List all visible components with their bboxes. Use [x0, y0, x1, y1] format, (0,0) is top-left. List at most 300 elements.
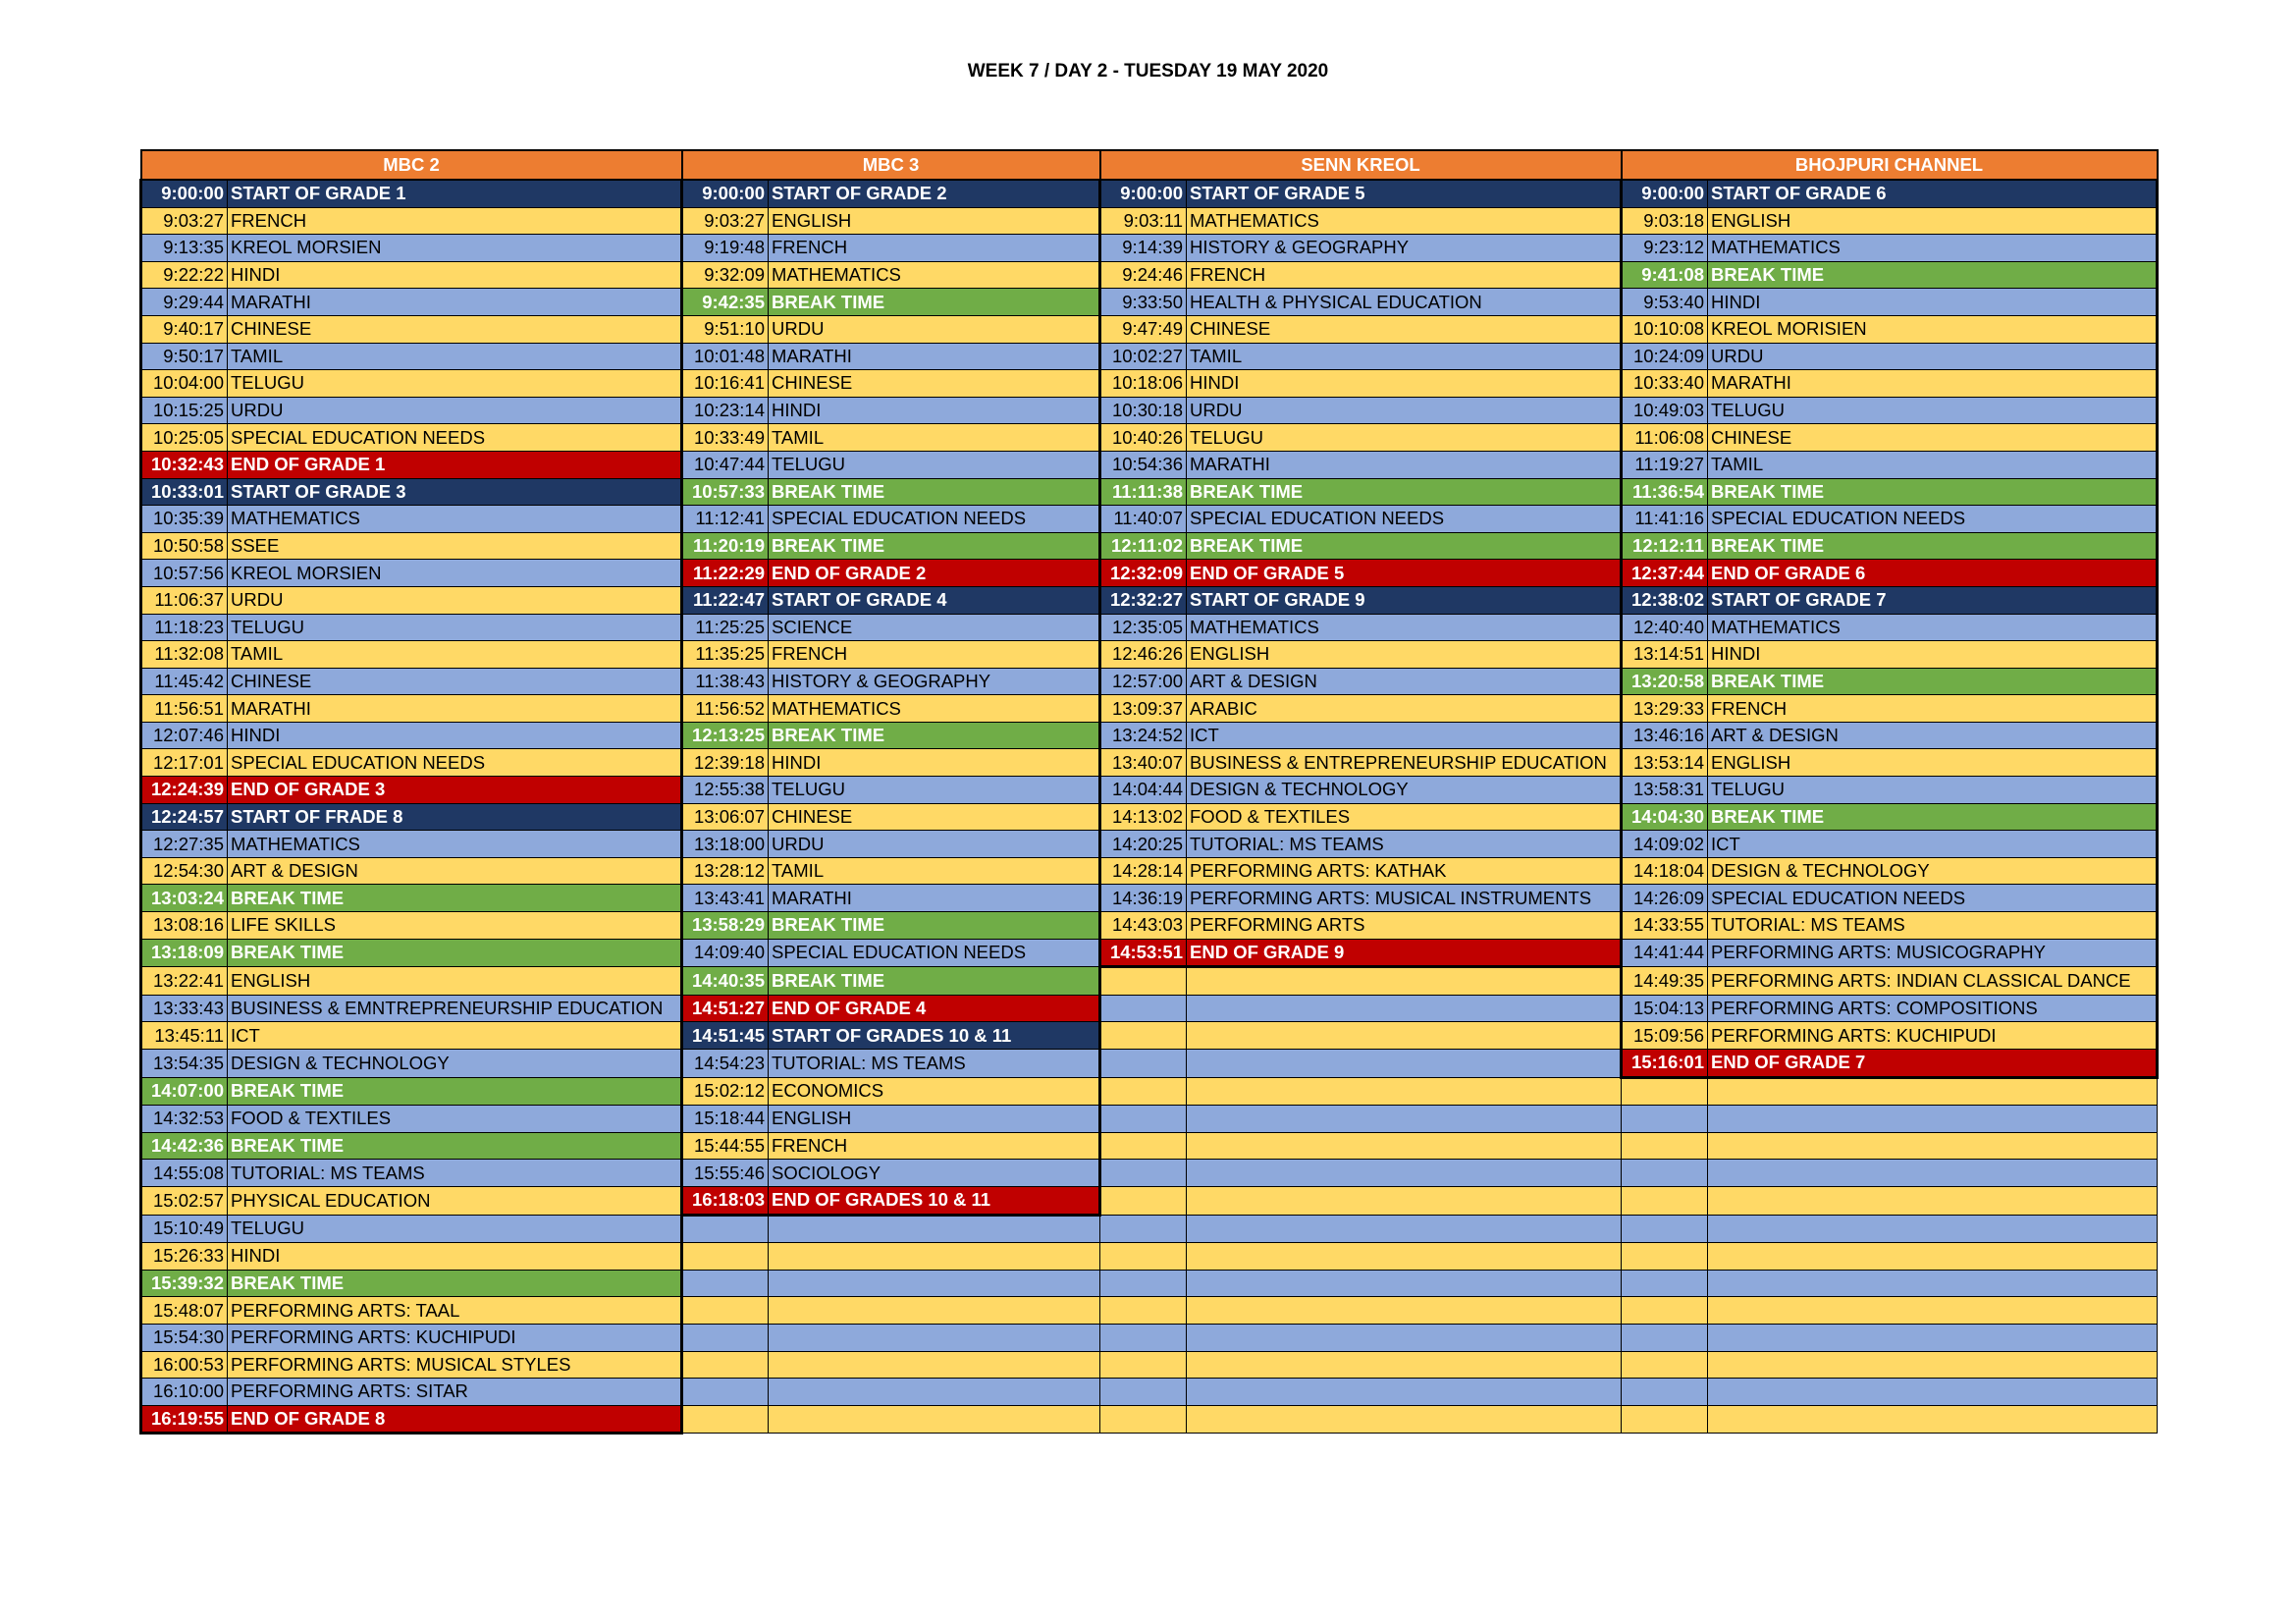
- slot-time: 13:06:07: [682, 803, 769, 831]
- slot-time: 13:58:29: [682, 912, 769, 940]
- schedule-row: [141, 451, 2158, 478]
- slot-time: [1100, 1022, 1187, 1050]
- slot-time: 12:46:26: [1100, 641, 1187, 669]
- slot-time: [1100, 1270, 1187, 1297]
- slot-subject: CHINESE: [769, 370, 1100, 398]
- slot-time: 11:06:08: [1622, 424, 1708, 452]
- slot-time: 11:25:25: [682, 614, 769, 641]
- slot-time: 13:20:58: [1622, 668, 1708, 695]
- slot-time: 16:00:53: [141, 1351, 228, 1379]
- slot-time: 14:49:35: [1622, 967, 1708, 996]
- slot-subject: TUTORIAL: MS TEAMS: [769, 1050, 1100, 1078]
- schedule-row: [141, 1022, 2158, 1050]
- schedule-row: [141, 912, 2158, 940]
- schedule-row: [141, 777, 2158, 804]
- schedule-row: [141, 207, 2158, 235]
- slot-subject: TELUGU: [1708, 777, 2158, 804]
- slot-time: [682, 1379, 769, 1406]
- slot-time: [1100, 967, 1187, 996]
- schedule-row: [141, 180, 2158, 207]
- slot-time: 15:04:13: [1622, 995, 1708, 1022]
- slot-subject: [1187, 1270, 1622, 1297]
- channel-header: MBC 3: [682, 150, 1100, 180]
- schedule-row: [141, 1351, 2158, 1379]
- slot-time: 13:22:41: [141, 967, 228, 996]
- slot-subject: START OF GRADE 9: [1187, 586, 1622, 614]
- slot-time: 15:54:30: [141, 1324, 228, 1351]
- slot-time: 10:40:26: [1100, 424, 1187, 452]
- slot-time: 13:28:12: [682, 857, 769, 885]
- slot-time: 12:32:09: [1100, 560, 1187, 587]
- slot-subject: URDU: [228, 586, 682, 614]
- slot-subject: [1187, 1160, 1622, 1187]
- slot-time: 13:40:07: [1100, 749, 1187, 777]
- slot-subject: ENGLISH: [769, 1106, 1100, 1133]
- slot-time: 10:25:05: [141, 424, 228, 452]
- slot-time: 9:00:00: [1100, 180, 1187, 207]
- slot-time: 15:02:57: [141, 1186, 228, 1215]
- slot-time: 14:51:27: [682, 995, 769, 1022]
- slot-time: 10:24:09: [1622, 343, 1708, 370]
- schedule-row: [141, 478, 2158, 506]
- slot-time: 13:46:16: [1622, 722, 1708, 749]
- slot-subject: TUTORIAL: MS TEAMS: [1708, 912, 2158, 940]
- slot-subject: BREAK TIME: [1708, 478, 2158, 506]
- slot-time: 11:56:51: [141, 695, 228, 723]
- slot-subject: TAMIL: [769, 424, 1100, 452]
- schedule-row: [141, 803, 2158, 831]
- slot-time: 12:24:39: [141, 777, 228, 804]
- slot-time: 13:53:14: [1622, 749, 1708, 777]
- schedule-row: [141, 586, 2158, 614]
- schedule-row: [141, 831, 2158, 858]
- slot-subject: TAMIL: [228, 641, 682, 669]
- slot-time: 11:19:27: [1622, 451, 1708, 478]
- slot-subject: HINDI: [1187, 370, 1622, 398]
- slot-subject: ICT: [1708, 831, 2158, 858]
- slot-subject: URDU: [769, 315, 1100, 343]
- slot-subject: MATHEMATICS: [228, 831, 682, 858]
- slot-subject: [769, 1243, 1100, 1271]
- slot-time: 9:32:09: [682, 261, 769, 289]
- slot-subject: [1708, 1077, 2158, 1106]
- slot-subject: BREAK TIME: [769, 532, 1100, 560]
- slot-time: [1100, 1243, 1187, 1271]
- page-title: WEEK 7 / DAY 2 - TUESDAY 19 MAY 2020: [967, 61, 1329, 81]
- slot-subject: [1187, 1077, 1622, 1106]
- slot-time: [1100, 1379, 1187, 1406]
- slot-time: 14:54:23: [682, 1050, 769, 1078]
- slot-subject: FRENCH: [1708, 695, 2158, 723]
- channel-header: MBC 2: [141, 150, 682, 180]
- slot-time: 10:18:06: [1100, 370, 1187, 398]
- slot-subject: BREAK TIME: [228, 885, 682, 912]
- slot-subject: PERFORMING ARTS: MUSICAL STYLES: [228, 1351, 682, 1379]
- slot-time: 14:04:44: [1100, 777, 1187, 804]
- slot-time: 14:53:51: [1100, 939, 1187, 967]
- slot-subject: HINDI: [1708, 289, 2158, 316]
- schedule-row: [141, 397, 2158, 424]
- slot-time: 10:04:00: [141, 370, 228, 398]
- slot-time: 15:16:01: [1622, 1050, 1708, 1078]
- slot-subject: START OF GRADE 1: [228, 180, 682, 207]
- slot-subject: HINDI: [228, 1243, 682, 1271]
- schedule-row: [141, 1405, 2158, 1434]
- slot-subject: SCIENCE: [769, 614, 1100, 641]
- schedule-row: [141, 343, 2158, 370]
- slot-time: 16:18:03: [682, 1186, 769, 1215]
- slot-time: 10:02:27: [1100, 343, 1187, 370]
- slot-time: 13:54:35: [141, 1050, 228, 1078]
- slot-subject: ART & DESIGN: [1708, 722, 2158, 749]
- schedule-row: [141, 1324, 2158, 1351]
- slot-time: 9:41:08: [1622, 261, 1708, 289]
- slot-time: 10:54:36: [1100, 451, 1187, 478]
- slot-subject: CHINESE: [1708, 424, 2158, 452]
- slot-subject: [1187, 1132, 1622, 1160]
- slot-time: 11:38:43: [682, 668, 769, 695]
- slot-subject: MATHEMATICS: [1708, 235, 2158, 262]
- slot-subject: LIFE SKILLS: [228, 912, 682, 940]
- slot-time: [1100, 1215, 1187, 1243]
- slot-time: 14:09:40: [682, 939, 769, 967]
- slot-time: 9:13:35: [141, 235, 228, 262]
- slot-time: 15:18:44: [682, 1106, 769, 1133]
- slot-subject: BUSINESS & EMNTREPRENEURSHIP EDUCATION: [228, 995, 682, 1022]
- slot-time: [1622, 1324, 1708, 1351]
- slot-time: 14:07:00: [141, 1077, 228, 1106]
- slot-time: [1622, 1106, 1708, 1133]
- slot-time: 10:01:48: [682, 343, 769, 370]
- schedule-row: [141, 967, 2158, 996]
- slot-time: 12:32:27: [1100, 586, 1187, 614]
- slot-subject: BREAK TIME: [228, 1270, 682, 1297]
- slot-time: 15:55:46: [682, 1160, 769, 1187]
- slot-subject: BREAK TIME: [769, 722, 1100, 749]
- slot-time: 14:43:03: [1100, 912, 1187, 940]
- slot-subject: SPECIAL EDUCATION NEEDS: [769, 939, 1100, 967]
- slot-subject: MARATHI: [1187, 451, 1622, 478]
- slot-time: 9:00:00: [141, 180, 228, 207]
- slot-subject: DESIGN & TECHNOLOGY: [1187, 777, 1622, 804]
- schedule-row: [141, 614, 2158, 641]
- slot-time: 9:03:27: [141, 207, 228, 235]
- schedule-row: [141, 939, 2158, 967]
- schedule-row: [141, 370, 2158, 398]
- slot-time: [1100, 995, 1187, 1022]
- slot-subject: PERFORMING ARTS: KATHAK: [1187, 857, 1622, 885]
- slot-time: 10:57:33: [682, 478, 769, 506]
- slot-time: 9:00:00: [1622, 180, 1708, 207]
- slot-subject: [1187, 1186, 1622, 1215]
- slot-subject: ENGLISH: [1187, 641, 1622, 669]
- slot-subject: TELUGU: [769, 451, 1100, 478]
- slot-subject: TUTORIAL: MS TEAMS: [228, 1160, 682, 1187]
- slot-subject: CHINESE: [228, 668, 682, 695]
- schedule-row: [141, 995, 2158, 1022]
- slot-time: 10:32:43: [141, 451, 228, 478]
- slot-subject: [1708, 1351, 2158, 1379]
- slot-time: 12:54:30: [141, 857, 228, 885]
- slot-time: 13:29:33: [1622, 695, 1708, 723]
- slot-time: 9:53:40: [1622, 289, 1708, 316]
- slot-time: 11:41:16: [1622, 506, 1708, 533]
- slot-subject: [1708, 1160, 2158, 1187]
- slot-subject: [1708, 1132, 2158, 1160]
- slot-subject: DESIGN & TECHNOLOGY: [1708, 857, 2158, 885]
- slot-subject: [1708, 1297, 2158, 1325]
- slot-time: 14:55:08: [141, 1160, 228, 1187]
- slot-subject: MARATHI: [228, 289, 682, 316]
- slot-subject: [1187, 1050, 1622, 1078]
- slot-time: [682, 1243, 769, 1271]
- slot-time: 12:38:02: [1622, 586, 1708, 614]
- slot-subject: URDU: [1708, 343, 2158, 370]
- slot-time: [1100, 1077, 1187, 1106]
- slot-time: 11:22:47: [682, 586, 769, 614]
- slot-subject: FRENCH: [769, 1132, 1100, 1160]
- slot-subject: [1708, 1405, 2158, 1434]
- slot-time: 14:26:09: [1622, 885, 1708, 912]
- slot-time: 11:11:38: [1100, 478, 1187, 506]
- slot-time: 12:55:38: [682, 777, 769, 804]
- schedule-row: [141, 668, 2158, 695]
- slot-time: 15:44:55: [682, 1132, 769, 1160]
- slot-subject: BREAK TIME: [769, 967, 1100, 996]
- schedule-row: [141, 1270, 2158, 1297]
- slot-subject: [769, 1379, 1100, 1406]
- slot-subject: [1708, 1324, 2158, 1351]
- channel-header: SENN KREOL: [1100, 150, 1622, 180]
- slot-time: 9:33:50: [1100, 289, 1187, 316]
- slot-time: 11:18:23: [141, 614, 228, 641]
- slot-time: 9:50:17: [141, 343, 228, 370]
- slot-subject: SPECIAL EDUCATION NEEDS: [1708, 885, 2158, 912]
- slot-time: 14:36:19: [1100, 885, 1187, 912]
- slot-time: 10:33:49: [682, 424, 769, 452]
- slot-time: [682, 1405, 769, 1434]
- slot-subject: END OF GRADE 4: [769, 995, 1100, 1022]
- slot-time: 9:24:46: [1100, 261, 1187, 289]
- slot-subject: TELUGU: [228, 1215, 682, 1243]
- slot-time: [1100, 1297, 1187, 1325]
- slot-subject: FRENCH: [769, 641, 1100, 669]
- slot-time: 13:18:00: [682, 831, 769, 858]
- slot-subject: ICT: [228, 1022, 682, 1050]
- slot-subject: START OF GRADE 7: [1708, 586, 2158, 614]
- slot-subject: SSEE: [228, 532, 682, 560]
- slot-time: 10:49:03: [1622, 397, 1708, 424]
- schedule-row: [141, 1379, 2158, 1406]
- slot-time: [1100, 1160, 1187, 1187]
- schedule-row: [141, 424, 2158, 452]
- slot-time: 9:00:00: [682, 180, 769, 207]
- slot-subject: BREAK TIME: [1187, 478, 1622, 506]
- slot-time: 12:35:05: [1100, 614, 1187, 641]
- slot-time: [1622, 1270, 1708, 1297]
- slot-time: 9:19:48: [682, 235, 769, 262]
- slot-subject: TAMIL: [228, 343, 682, 370]
- slot-subject: [769, 1405, 1100, 1434]
- slot-time: [682, 1297, 769, 1325]
- slot-subject: END OF GRADE 6: [1708, 560, 2158, 587]
- slot-subject: KREOL MORSIEN: [228, 235, 682, 262]
- slot-time: [1100, 1324, 1187, 1351]
- slot-subject: KREOL MORISIEN: [1708, 315, 2158, 343]
- slot-time: 16:10:00: [141, 1379, 228, 1406]
- schedule-row: [141, 506, 2158, 533]
- slot-time: 16:19:55: [141, 1405, 228, 1434]
- slot-time: 11:35:25: [682, 641, 769, 669]
- slot-time: 11:12:41: [682, 506, 769, 533]
- slot-time: 10:57:56: [141, 560, 228, 587]
- slot-subject: PERFORMING ARTS: KUCHIPUDI: [228, 1324, 682, 1351]
- slot-subject: MATHEMATICS: [769, 261, 1100, 289]
- slot-time: 10:35:39: [141, 506, 228, 533]
- slot-time: 14:40:35: [682, 967, 769, 996]
- slot-subject: [769, 1351, 1100, 1379]
- slot-time: 10:50:58: [141, 532, 228, 560]
- slot-time: 11:56:52: [682, 695, 769, 723]
- schedule-row: [141, 261, 2158, 289]
- slot-time: 13:14:51: [1622, 641, 1708, 669]
- slot-subject: HINDI: [769, 397, 1100, 424]
- slot-subject: SPECIAL EDUCATION NEEDS: [1708, 506, 2158, 533]
- slot-time: [1622, 1077, 1708, 1106]
- slot-subject: SPECIAL EDUCATION NEEDS: [228, 749, 682, 777]
- slot-time: [682, 1351, 769, 1379]
- slot-subject: HINDI: [228, 261, 682, 289]
- slot-time: 9:22:22: [141, 261, 228, 289]
- slot-subject: HEALTH & PHYSICAL EDUCATION: [1187, 289, 1622, 316]
- slot-subject: DESIGN & TECHNOLOGY: [228, 1050, 682, 1078]
- slot-time: [1100, 1132, 1187, 1160]
- schedule-row: [141, 289, 2158, 316]
- slot-subject: END OF GRADE 1: [228, 451, 682, 478]
- slot-subject: START OF GRADES 10 & 11: [769, 1022, 1100, 1050]
- slot-subject: ECONOMICS: [769, 1077, 1100, 1106]
- slot-subject: HINDI: [1708, 641, 2158, 669]
- slot-time: 11:45:42: [141, 668, 228, 695]
- slot-subject: TAMIL: [769, 857, 1100, 885]
- slot-subject: [1187, 1022, 1622, 1050]
- slot-subject: MARATHI: [769, 885, 1100, 912]
- slot-subject: [1708, 1243, 2158, 1271]
- slot-subject: ART & DESIGN: [228, 857, 682, 885]
- slot-time: 14:51:45: [682, 1022, 769, 1050]
- slot-subject: FRENCH: [228, 207, 682, 235]
- slot-time: 13:24:52: [1100, 722, 1187, 749]
- slot-time: 12:11:02: [1100, 532, 1187, 560]
- schedule-row: [141, 560, 2158, 587]
- slot-subject: PERFORMING ARTS: INDIAN CLASSICAL DANCE: [1708, 967, 2158, 996]
- slot-subject: PERFORMING ARTS: SITAR: [228, 1379, 682, 1406]
- slot-subject: KREOL MORSIEN: [228, 560, 682, 587]
- schedule-row: [141, 695, 2158, 723]
- slot-time: 10:16:41: [682, 370, 769, 398]
- schedule-row: [141, 315, 2158, 343]
- slot-time: 14:42:36: [141, 1132, 228, 1160]
- slot-subject: ICT: [1187, 722, 1622, 749]
- slot-time: 15:39:32: [141, 1270, 228, 1297]
- slot-time: 13:08:16: [141, 912, 228, 940]
- slot-time: 14:33:55: [1622, 912, 1708, 940]
- slot-subject: BUSINESS & ENTREPRENEURSHIP EDUCATION: [1187, 749, 1622, 777]
- slot-time: 9:03:27: [682, 207, 769, 235]
- slot-time: 11:40:07: [1100, 506, 1187, 533]
- slot-subject: END OF GRADE 8: [228, 1405, 682, 1434]
- slot-subject: [1187, 1351, 1622, 1379]
- slot-subject: CHINESE: [228, 315, 682, 343]
- slot-subject: [1708, 1379, 2158, 1406]
- slot-subject: ARABIC: [1187, 695, 1622, 723]
- slot-subject: [1187, 967, 1622, 996]
- slot-time: 12:07:46: [141, 722, 228, 749]
- slot-time: 14:18:04: [1622, 857, 1708, 885]
- slot-subject: MATHEMATICS: [1187, 614, 1622, 641]
- slot-time: 9:51:10: [682, 315, 769, 343]
- slot-time: 10:33:40: [1622, 370, 1708, 398]
- slot-time: [1622, 1405, 1708, 1434]
- slot-time: [1622, 1243, 1708, 1271]
- slot-time: 13:45:11: [141, 1022, 228, 1050]
- slot-time: 14:41:44: [1622, 939, 1708, 967]
- slot-subject: [1187, 1379, 1622, 1406]
- schedule-row: [141, 749, 2158, 777]
- slot-time: 11:22:29: [682, 560, 769, 587]
- slot-time: 13:43:41: [682, 885, 769, 912]
- slot-time: [1622, 1215, 1708, 1243]
- slot-time: [1100, 1106, 1187, 1133]
- slot-time: 9:23:12: [1622, 235, 1708, 262]
- slot-time: 9:29:44: [141, 289, 228, 316]
- slot-time: 9:40:17: [141, 315, 228, 343]
- slot-subject: PERFORMING ARTS: MUSICOGRAPHY: [1708, 939, 2158, 967]
- slot-subject: END OF GRADE 3: [228, 777, 682, 804]
- slot-time: 12:12:11: [1622, 532, 1708, 560]
- slot-subject: MATHEMATICS: [228, 506, 682, 533]
- slot-subject: TELUGU: [1708, 397, 2158, 424]
- slot-subject: END OF GRADE 9: [1187, 939, 1622, 967]
- slot-subject: BREAK TIME: [1708, 803, 2158, 831]
- slot-subject: BREAK TIME: [769, 289, 1100, 316]
- slot-time: 14:13:02: [1100, 803, 1187, 831]
- slot-time: [1100, 1405, 1187, 1434]
- slot-time: 12:39:18: [682, 749, 769, 777]
- slot-time: 9:47:49: [1100, 315, 1187, 343]
- slot-subject: ENGLISH: [228, 967, 682, 996]
- slot-subject: END OF GRADE 2: [769, 560, 1100, 587]
- slot-subject: ENGLISH: [1708, 749, 2158, 777]
- slot-subject: BREAK TIME: [769, 478, 1100, 506]
- slot-subject: PERFORMING ARTS: KUCHIPUDI: [1708, 1022, 2158, 1050]
- slot-subject: BREAK TIME: [228, 1132, 682, 1160]
- slot-time: [682, 1215, 769, 1243]
- slot-time: 9:03:18: [1622, 207, 1708, 235]
- channel-header-row: [141, 150, 2158, 180]
- slot-subject: MATHEMATICS: [1187, 207, 1622, 235]
- slot-subject: START OF GRADE 6: [1708, 180, 2158, 207]
- schedule-row: [141, 722, 2158, 749]
- slot-subject: HINDI: [228, 722, 682, 749]
- schedule-row: [141, 1106, 2158, 1133]
- slot-subject: [1187, 1106, 1622, 1133]
- slot-time: 15:09:56: [1622, 1022, 1708, 1050]
- slot-time: 11:32:08: [141, 641, 228, 669]
- slot-time: 14:28:14: [1100, 857, 1187, 885]
- slot-subject: CHINESE: [769, 803, 1100, 831]
- slot-subject: HISTORY & GEOGRAPHY: [769, 668, 1100, 695]
